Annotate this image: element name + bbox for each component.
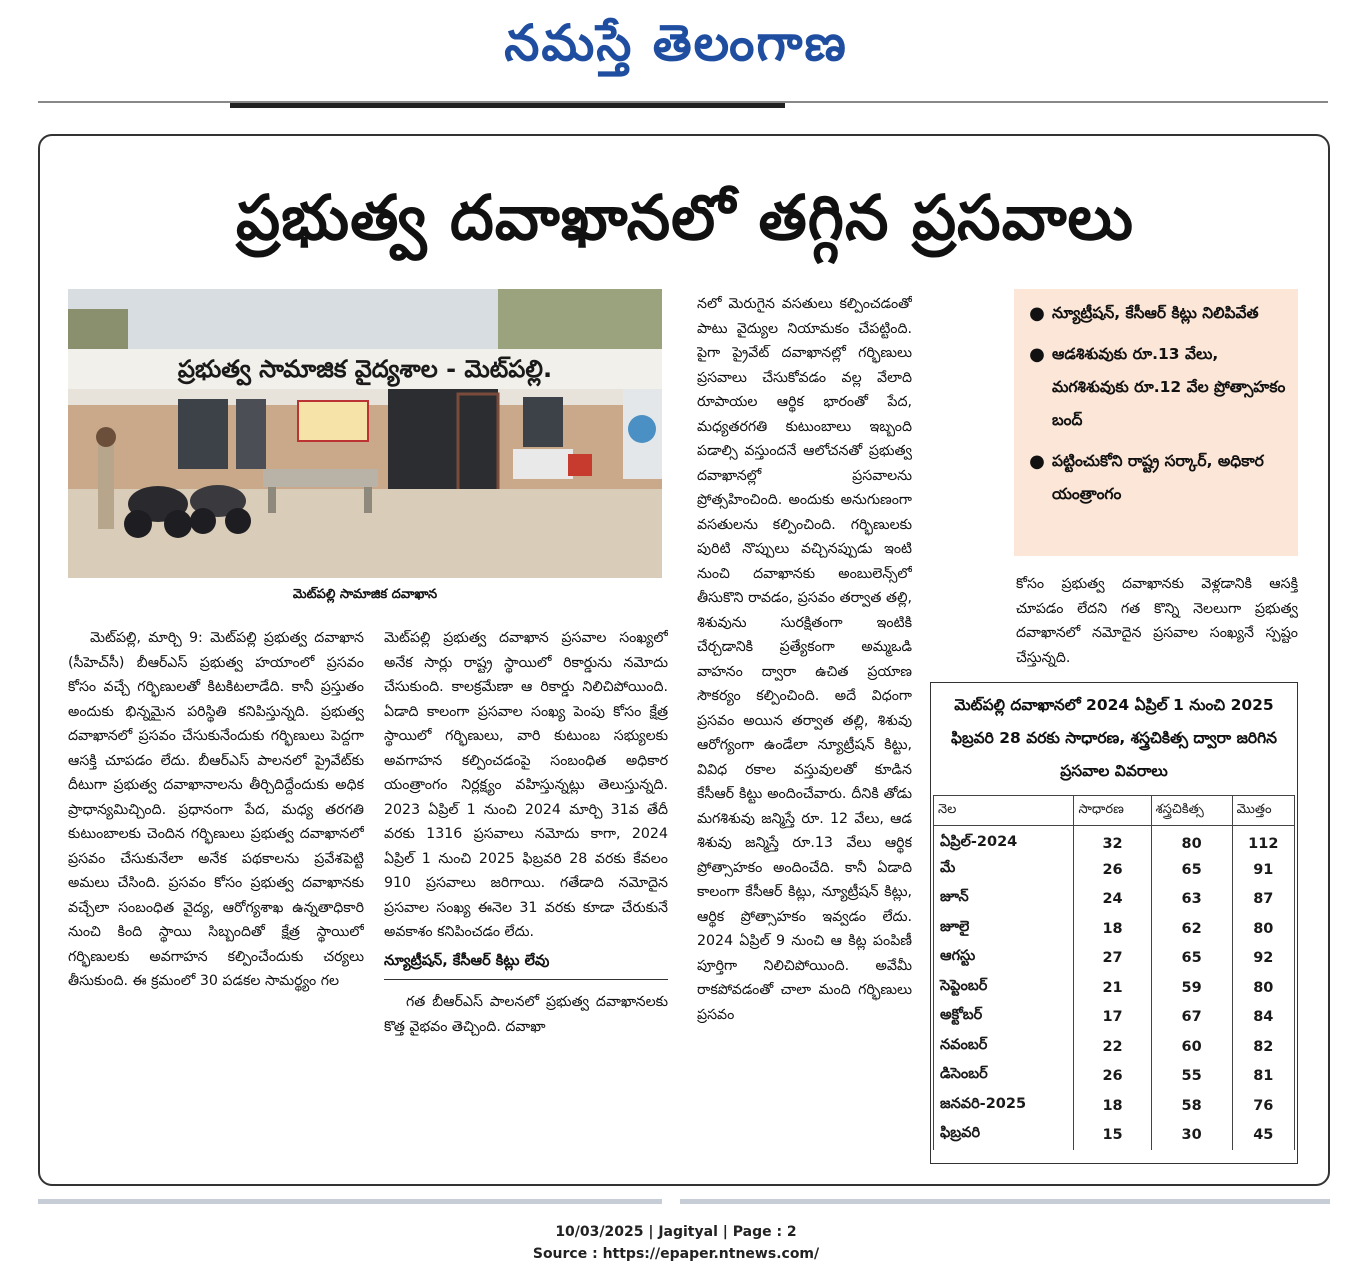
- cell-month: ఆగస్టు: [934, 944, 1074, 974]
- table-row: [934, 944, 1295, 974]
- headline: ప్రభుత్వ దవాఖానలో తగ్గిన ప్రసవాలు: [236, 181, 1134, 254]
- masthead-rule-thick: [230, 103, 785, 108]
- column-header-surgical: శస్త్రచికిత్స: [1151, 796, 1232, 826]
- table-row: [934, 914, 1295, 944]
- cell-surgical: 30: [1151, 1121, 1232, 1151]
- highlight-text: న్యూట్రీషన్, కేసీఆర్ కిట్లు నిలిపివేత: [1052, 304, 1259, 322]
- masthead-title: నమస్తే తెలంగాణ: [504, 14, 848, 72]
- article-paragraph: గత బీఆర్‌ఎస్ పాలనలో ప్రభుత్వ దవాఖానలకు కొత్త వైభవం తెచ్చింది. దవాఖా: [384, 994, 668, 1035]
- cell-surgical: 60: [1151, 1032, 1232, 1062]
- article-paragraph: కోసం ప్రభుత్వ దవాఖానకు వెళ్లడానికి ఆసక్తి చూపడం లేదని గత కొన్ని నెలలుగా ప్రభుత్వ దవాఖానలో నమోదైన ప్రసవాల సంఖ్యనే స్పష్టం చేస్తున్నది.: [1016, 576, 1298, 666]
- deliveries-table: [933, 795, 1295, 1150]
- table-row: [934, 1121, 1295, 1151]
- highlights-box: [1014, 289, 1298, 556]
- cell-total: 91: [1232, 855, 1294, 885]
- cell-normal: 26: [1074, 1062, 1151, 1092]
- bottom-rule: [680, 1199, 1330, 1204]
- hospital-photo-illustration: [68, 289, 662, 578]
- highlight-item: [1022, 445, 1288, 511]
- cell-total: 84: [1232, 1003, 1294, 1033]
- hospital-sign: ప్రభుత్వ సామాజిక వైద్యశాల - మెట్‌పల్లి.: [177, 355, 553, 383]
- cell-total: 82: [1232, 1032, 1294, 1062]
- cell-month: సెప్టెంబర్: [934, 973, 1074, 1003]
- bottom-rule: [38, 1199, 662, 1204]
- cell-normal: 18: [1074, 1091, 1151, 1121]
- cell-normal: 22: [1074, 1032, 1151, 1062]
- photo-caption: మెట్‌పల్లి సామాజిక దవాఖాన: [292, 587, 438, 602]
- article-paragraph: నలో మెరుగైన వసతులు కల్పించడంతో పాటు వైద్యుల నియామకం చేపట్టింది. పైగా ప్రైవేట్ దవాఖానల్లో గర్భిణులు ప్రసవాలు చేసుకోవడం వల్ల వేలాది రూపాయల ఆర్థిక భారంతో పేద, మధ్యతరగతి కుటుంబాలు ఇబ్బంది పడాల్సి వస్తుందనే ఆలోచనతో ప్రభుత్వ దవాఖానల్లో ప్రసవాలను ప్రోత్సహించింది. అందుకు అనుగుణంగా వసతులను కల్పించింది. గర్భిణులకు పురిటి నొప్పులు వచ్చినప్పుడు ఇంటి నుంచి దవాఖానకు అంబులెన్స్‌లో తీసుకొని రావడం, ప్రసవం తర్వాత తల్లి, శిశువును సురక్షితంగా ఇంటికి చేర్చడానికి ప్రత్యేకంగా అమ్మఒడి వాహనం ద్వారా ఉచిత ప్రయాణ సౌకర్యం కల్పించింది. అదే విధంగా ప్రసవం అయిన తర్వాత తల్లి, శిశువు ఆరోగ్యంగా ఉండేలా న్యూట్రీషన్ కిట్టు, వివిధ రకాల వస్తువులతో కూడిన కేసీఆర్ కిట్టు అందించేవారు. దీనికి తోడు మగశిశువు జన్మిస్తే రూ. 12 వేలు, ఆడ శిశువు జన్మిస్తే రూ.13 వేలు ఆర్థిక ప్రోత్సాహకం అందించేది. కానీ ఏడాది కాలంగా కేసీఆర్ కిట్లు, న్యూట్రీషన్ కిట్లు, ఆర్థిక ప్రోత్సాహకం ఇవ్వడం లేదు. 2024 ఏప్రిల్ 9 నుంచి ఆ కిట్ల పంపిణీ పూర్తిగా నిలిచిపోయింది. అవేమీ రాకపోవడంతో చాలా మంది గర్భిణులు ప్రసవం: [697, 296, 912, 1023]
- table-row: [934, 1032, 1295, 1062]
- cell-month: అక్టోబర్: [934, 1003, 1074, 1033]
- column-header-month: నెల: [934, 796, 1074, 826]
- table-row: [934, 885, 1295, 915]
- cell-surgical: 65: [1151, 944, 1232, 974]
- cell-total: 76: [1232, 1091, 1294, 1121]
- cell-month: నవంబర్: [934, 1032, 1074, 1062]
- cell-normal: 15: [1074, 1121, 1151, 1151]
- cell-surgical: 62: [1151, 914, 1232, 944]
- highlight-item: [1022, 297, 1288, 330]
- cell-surgical: 59: [1151, 973, 1232, 1003]
- table-header-row: [934, 796, 1295, 826]
- cell-month: జూన్: [934, 885, 1074, 915]
- cell-month: డిసెంబర్: [934, 1062, 1074, 1092]
- cell-month: ఫిబ్రవరి: [934, 1121, 1074, 1151]
- cell-normal: 32: [1074, 826, 1151, 856]
- masthead: [0, 8, 1352, 78]
- cell-total: 81: [1232, 1062, 1294, 1092]
- table-body: [934, 826, 1295, 1151]
- table-row: [934, 1062, 1295, 1092]
- cell-total: 80: [1232, 914, 1294, 944]
- article-paragraph: మెట్‌పల్లి ప్రభుత్వ దవాఖాన ప్రసవాల సంఖ్యలో అనేక సార్లు రాష్ట్ర స్థాయిలో రికార్డును నమోదు చేసుకుంది. కాలక్రమేణా ఆ రికార్డు నిలిచిపోయింది. ఏడాది కాలంగా ప్రసవాల సంఖ్య పెంపు కోసం క్షేత్ర స్థాయిలో గర్భిణులు, వారి కుటుంబ సభ్యులకు అవగాహన కల్పించడంపై సంబంధిత అధికార యంత్రాంగం నిర్లక్ష్యం వహిస్తున్నట్లు తెలుస్తున్నది. 2023 ఏప్రిల్ 1 నుంచి 2024 మార్చి 31వ తేదీ వరకు 1316 ప్రసవాలు నమోదు కాగా, 2024 ఏప్రిల్ 1 నుంచి 2025 ఫిబ్రవరి 28 వరకు కేవలం 910 ప్రసవాలు జరిగాయి. గతేడాది నమోదైన ప్రసవాల సంఖ్య ఈనెల 31 వరకు కూడా చేరుకునే అవకాశం కనిపించడం లేదు.: [384, 630, 668, 940]
- cell-normal: 17: [1074, 1003, 1151, 1033]
- cell-normal: 21: [1074, 973, 1151, 1003]
- deliveries-table-box: [930, 682, 1298, 1164]
- cell-total: 92: [1232, 944, 1294, 974]
- highlight-text: పట్టించుకోని రాష్ట్ర సర్కార్, అధికార యంత్రాంగం: [1052, 452, 1264, 503]
- footer-date-page: 10/03/2025 | Jagityal | Page : 2: [555, 1224, 797, 1240]
- bullet-icon: ●: [1029, 344, 1045, 365]
- cell-total: 45: [1232, 1121, 1294, 1151]
- column-header-normal: సాధారణ: [1074, 796, 1151, 826]
- bullet-icon: ●: [1029, 303, 1045, 324]
- table-row: [934, 1091, 1295, 1121]
- cell-normal: 26: [1074, 855, 1151, 885]
- cell-surgical: 55: [1151, 1062, 1232, 1092]
- cell-total: 80: [1232, 973, 1294, 1003]
- cell-surgical: 80: [1151, 826, 1232, 856]
- cell-surgical: 67: [1151, 1003, 1232, 1033]
- cell-normal: 27: [1074, 944, 1151, 974]
- cell-surgical: 63: [1151, 885, 1232, 915]
- article-column-3: [697, 292, 912, 1180]
- table-row: [934, 826, 1295, 856]
- hospital-photo: [68, 289, 662, 578]
- cell-total: 112: [1232, 826, 1294, 856]
- article-subheading: న్యూట్రీషన్, కేసీఆర్ కిట్లు లేవు: [384, 949, 668, 981]
- column-header-total: మొత్తం: [1232, 796, 1294, 826]
- footer-source: Source : https://epaper.ntnews.com/: [532, 1246, 820, 1262]
- cell-month: మే: [934, 855, 1074, 885]
- bullet-icon: ●: [1029, 451, 1045, 472]
- cell-month: జూలై: [934, 914, 1074, 944]
- article-column-1: [68, 626, 364, 1181]
- table-title: మెట్‌పల్లి దవాఖానలో 2024 ఏప్రిల్ 1 నుంచి 2025 ఫిబ్రవరి 28 వరకు సాధారణ, శస్త్రచికిత్స ద్వారా జరిగిన ప్రసవాల వివరాలు: [950, 696, 1278, 780]
- highlight-item: [1022, 338, 1288, 437]
- article-column-2: [384, 626, 668, 1181]
- cell-normal: 24: [1074, 885, 1151, 915]
- highlight-text: ఆడశిశువుకు రూ.13 వేలు, మగశిశువుకు రూ.12 వేల ప్రోత్సాహకం బంద్: [1052, 345, 1286, 429]
- article-paragraph: మెట్‌పల్లి, మార్చి 9: మెట్‌పల్లి ప్రభుత్వ దవాఖాన (సీహెచ్‌సీ) బీఆర్‌ఎస్ ప్రభుత్వ హయాంలో ప్రసవం కోసం వచ్చే గర్భిణులతో కిటకిటలాడేది. కానీ ప్రస్తుతం అందుకు భిన్నమైన పరిస్థితి కనిపిస్తున్నది. ప్రభుత్వ దవాఖానలో ప్రసవం చేసుకునేందుకు గర్భిణులు పెద్దగా ఆసక్తి చూపడం లేదు. బీఆర్‌ఎస్ పాలనలో ప్రైవేట్‌కు దీటుగా ప్రభుత్వ దవాఖానాలను తీర్చిదిద్దేందుకు అధిక ప్రాధాన్యమిచ్చింది. ప్రధానంగా పేద, మధ్య తరగతి కుటుంబాలకు చెందిన గర్భిణులు ప్రభుత్వ దవాఖానలో ప్రసవం చేసుకునేలా అనేక పథకాలను ప్రవేశపెట్టి అమలు చేసింది. ప్రసవం కోసం ప్రభుత్వ దవాఖానకు వచ్చేలా సంబంధిత వైద్య, ఆరోగ్యశాఖ ఉన్నతాధికారి నుంచి కింది స్థాయి సిబ్బందితో క్షేత్ర స్థాయిలో గర్భిణులకు అవగాహన కల్పించేందుకు చర్యలు తీసుకుంది. ఈ క్రమంలో 30 పడకల సామర్థ్యం గల: [68, 630, 364, 989]
- cell-surgical: 65: [1151, 855, 1232, 885]
- cell-total: 87: [1232, 885, 1294, 915]
- cell-normal: 18: [1074, 914, 1151, 944]
- article-column-4: [1016, 572, 1298, 676]
- cell-month: జనవరి-2025: [934, 1091, 1074, 1121]
- cell-surgical: 58: [1151, 1091, 1232, 1121]
- cell-month: ఏప్రిల్-2024: [934, 826, 1074, 856]
- table-row: [934, 1003, 1295, 1033]
- table-row: [934, 855, 1295, 885]
- table-row: [934, 973, 1295, 1003]
